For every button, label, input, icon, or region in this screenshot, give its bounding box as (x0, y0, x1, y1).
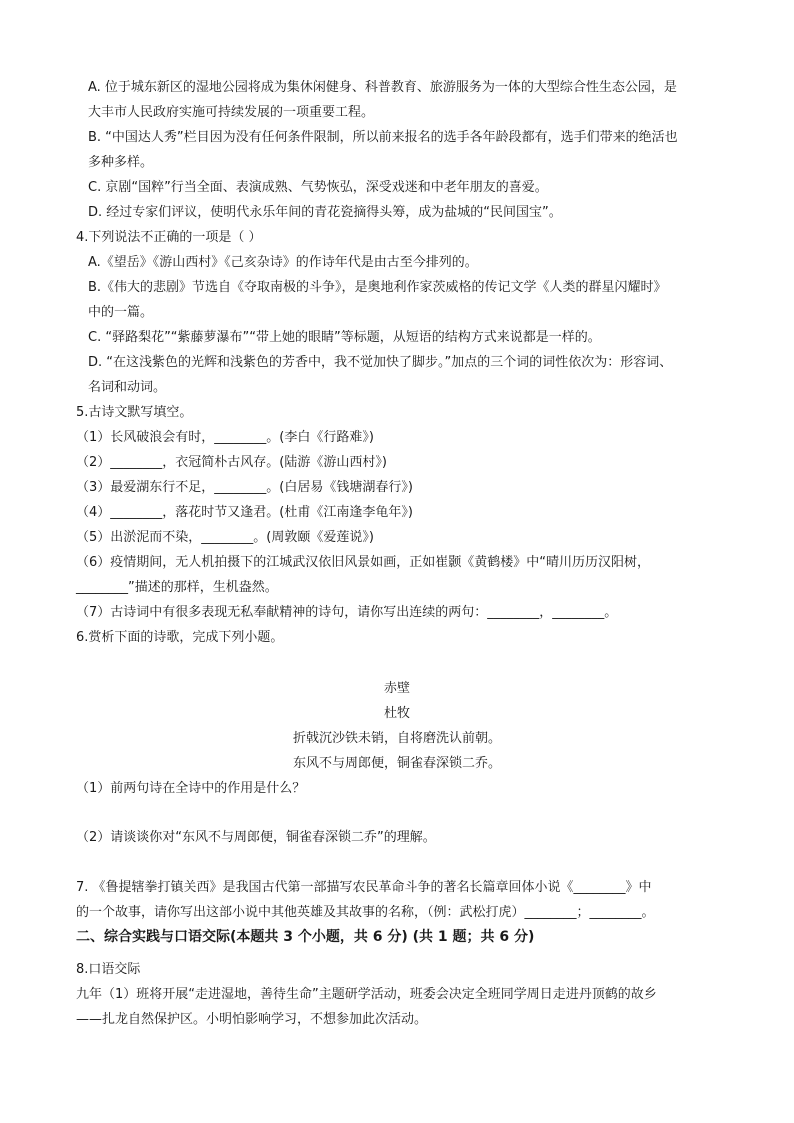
q5-item-6-line1: （6）疫情期间，无人机拍摄下的江城武汉依旧风景如画，正如崔颢《黄鹤楼》中“晴川历历汉阳树， (76, 555, 651, 570)
q3-option-d: D. 经过专家们评议，使明代永乐年间的青花瓷摘得头筹，成为盐城的“民间国宝”。 (88, 205, 562, 220)
q5-item-7: （7）古诗词中有很多表现无私奉献精神的诗句，请你写出连续的两句：________，________。 (76, 605, 618, 620)
q5-stem: 5.古诗文默写填空。 (76, 405, 193, 420)
q4-option-a: A.《望岳》《游山西村》《己亥杂诗》的作诗年代是由古至今排列的。 (88, 255, 478, 270)
q6-sub-question-2: （2）请谈谈你对“东风不与周郎便，铜雀春深锁二乔”的理解。 (76, 830, 436, 845)
q7-line2: 的一个故事，请你写出这部小说中其他英雄及其故事的名称，（例：武松打虎）________；________。 (76, 905, 655, 920)
q7-line1: 7. 《鲁提辖拳打镇关西》是我国古代第一部描写农民革命斗争的著名长篇章回体小说《________》中 (76, 880, 652, 895)
poem-line-1: 折戟沉沙铁未销，自将磨洗认前朝。 (292, 731, 501, 746)
q5-item-6-line2: ________”描述的那样，生机盎然。 (76, 580, 278, 595)
q3-option-a-line1: A. 位于城东新区的湿地公园将成为集休闲健身、科普教育、旅游服务为一体的大型综合性生态公园，是 (88, 80, 677, 95)
q4-option-b-line1: B.《伟大的悲剧》节选自《夺取南极的斗争》，是奥地利作家茨威格的传记文学《人类的群星闪耀时》 (88, 280, 667, 295)
q4-option-b-line2: 中的一篇。 (88, 305, 154, 320)
q4-option-d-line1: D. “在这浅紫色的光辉和浅紫色的芳香中，我不觉加快了脚步。”加点的三个词的词性依次为：形容词、 (88, 355, 673, 370)
q5-item-2: （2）________，衣冠简朴古风存。(陆游《游山西村》) (76, 455, 387, 470)
q4-option-c: C. “驿路梨花”“紫藤萝瀑布”“带上她的眼睛”等标题，从短语的结构方式来说都是一样的。 (88, 330, 601, 345)
poem-line-2: 东风不与周郎便，铜雀春深锁二乔。 (292, 756, 501, 771)
poem-author: 杜牧 (383, 706, 410, 721)
q3-option-b-line2: 多种多样。 (88, 155, 154, 170)
q5-item-5: （5）出淤泥而不染，________。(周敦颐《爱莲说》) (76, 530, 374, 545)
q6-stem: 6.赏析下面的诗歌，完成下列小题。 (76, 630, 284, 645)
q5-item-4: （4）________，落花时节又逢君。(杜甫《江南逢李龟年》) (76, 505, 413, 520)
q3-option-a-line2: 大丰市人民政府实施可持续发展的一项重要工程。 (88, 105, 375, 120)
q4-option-d-line2: 名词和动词。 (88, 380, 167, 395)
q4-stem: 4.下列说法不正确的一项是（ ） (76, 230, 262, 245)
q5-item-3: （3）最爱湖东行不足，________。(白居易《钱塘湖春行》) (76, 480, 413, 495)
q6-sub-question-1: （1）前两句诗在全诗中的作用是什么？ (76, 781, 306, 796)
q5-item-1: （1）长风破浪会有时，________。(李白《行路难》) (76, 430, 374, 445)
poem-title: 赤壁 (383, 681, 410, 696)
q8-stem: 8.口语交际 (76, 962, 141, 977)
q8-body-line2: ——扎龙自然保护区。小明怕影响学习，不想参加此次活动。 (76, 1012, 428, 1027)
q3-option-b-line1: B. “中国达人秀”栏目因为没有任何条件限制，所以前来报名的选手各年龄段都有，选手们带来的绝活也 (88, 130, 678, 145)
q8-body-line1: 九年（1）班将开展“走进湿地，善待生命”主题研学活动，班委会决定全班同学周日走进丹顶鹤的故乡 (76, 987, 657, 1002)
section-2-heading: 二、综合实践与口语交际(本题共 3 个小题，共 6 分) (共 1 题；共 6 分) (76, 929, 535, 945)
q3-option-c: C. 京剧“国粹”行当全面、表演成熟、气势恢弘，深受戏迷和中老年朋友的喜爱。 (88, 180, 548, 195)
